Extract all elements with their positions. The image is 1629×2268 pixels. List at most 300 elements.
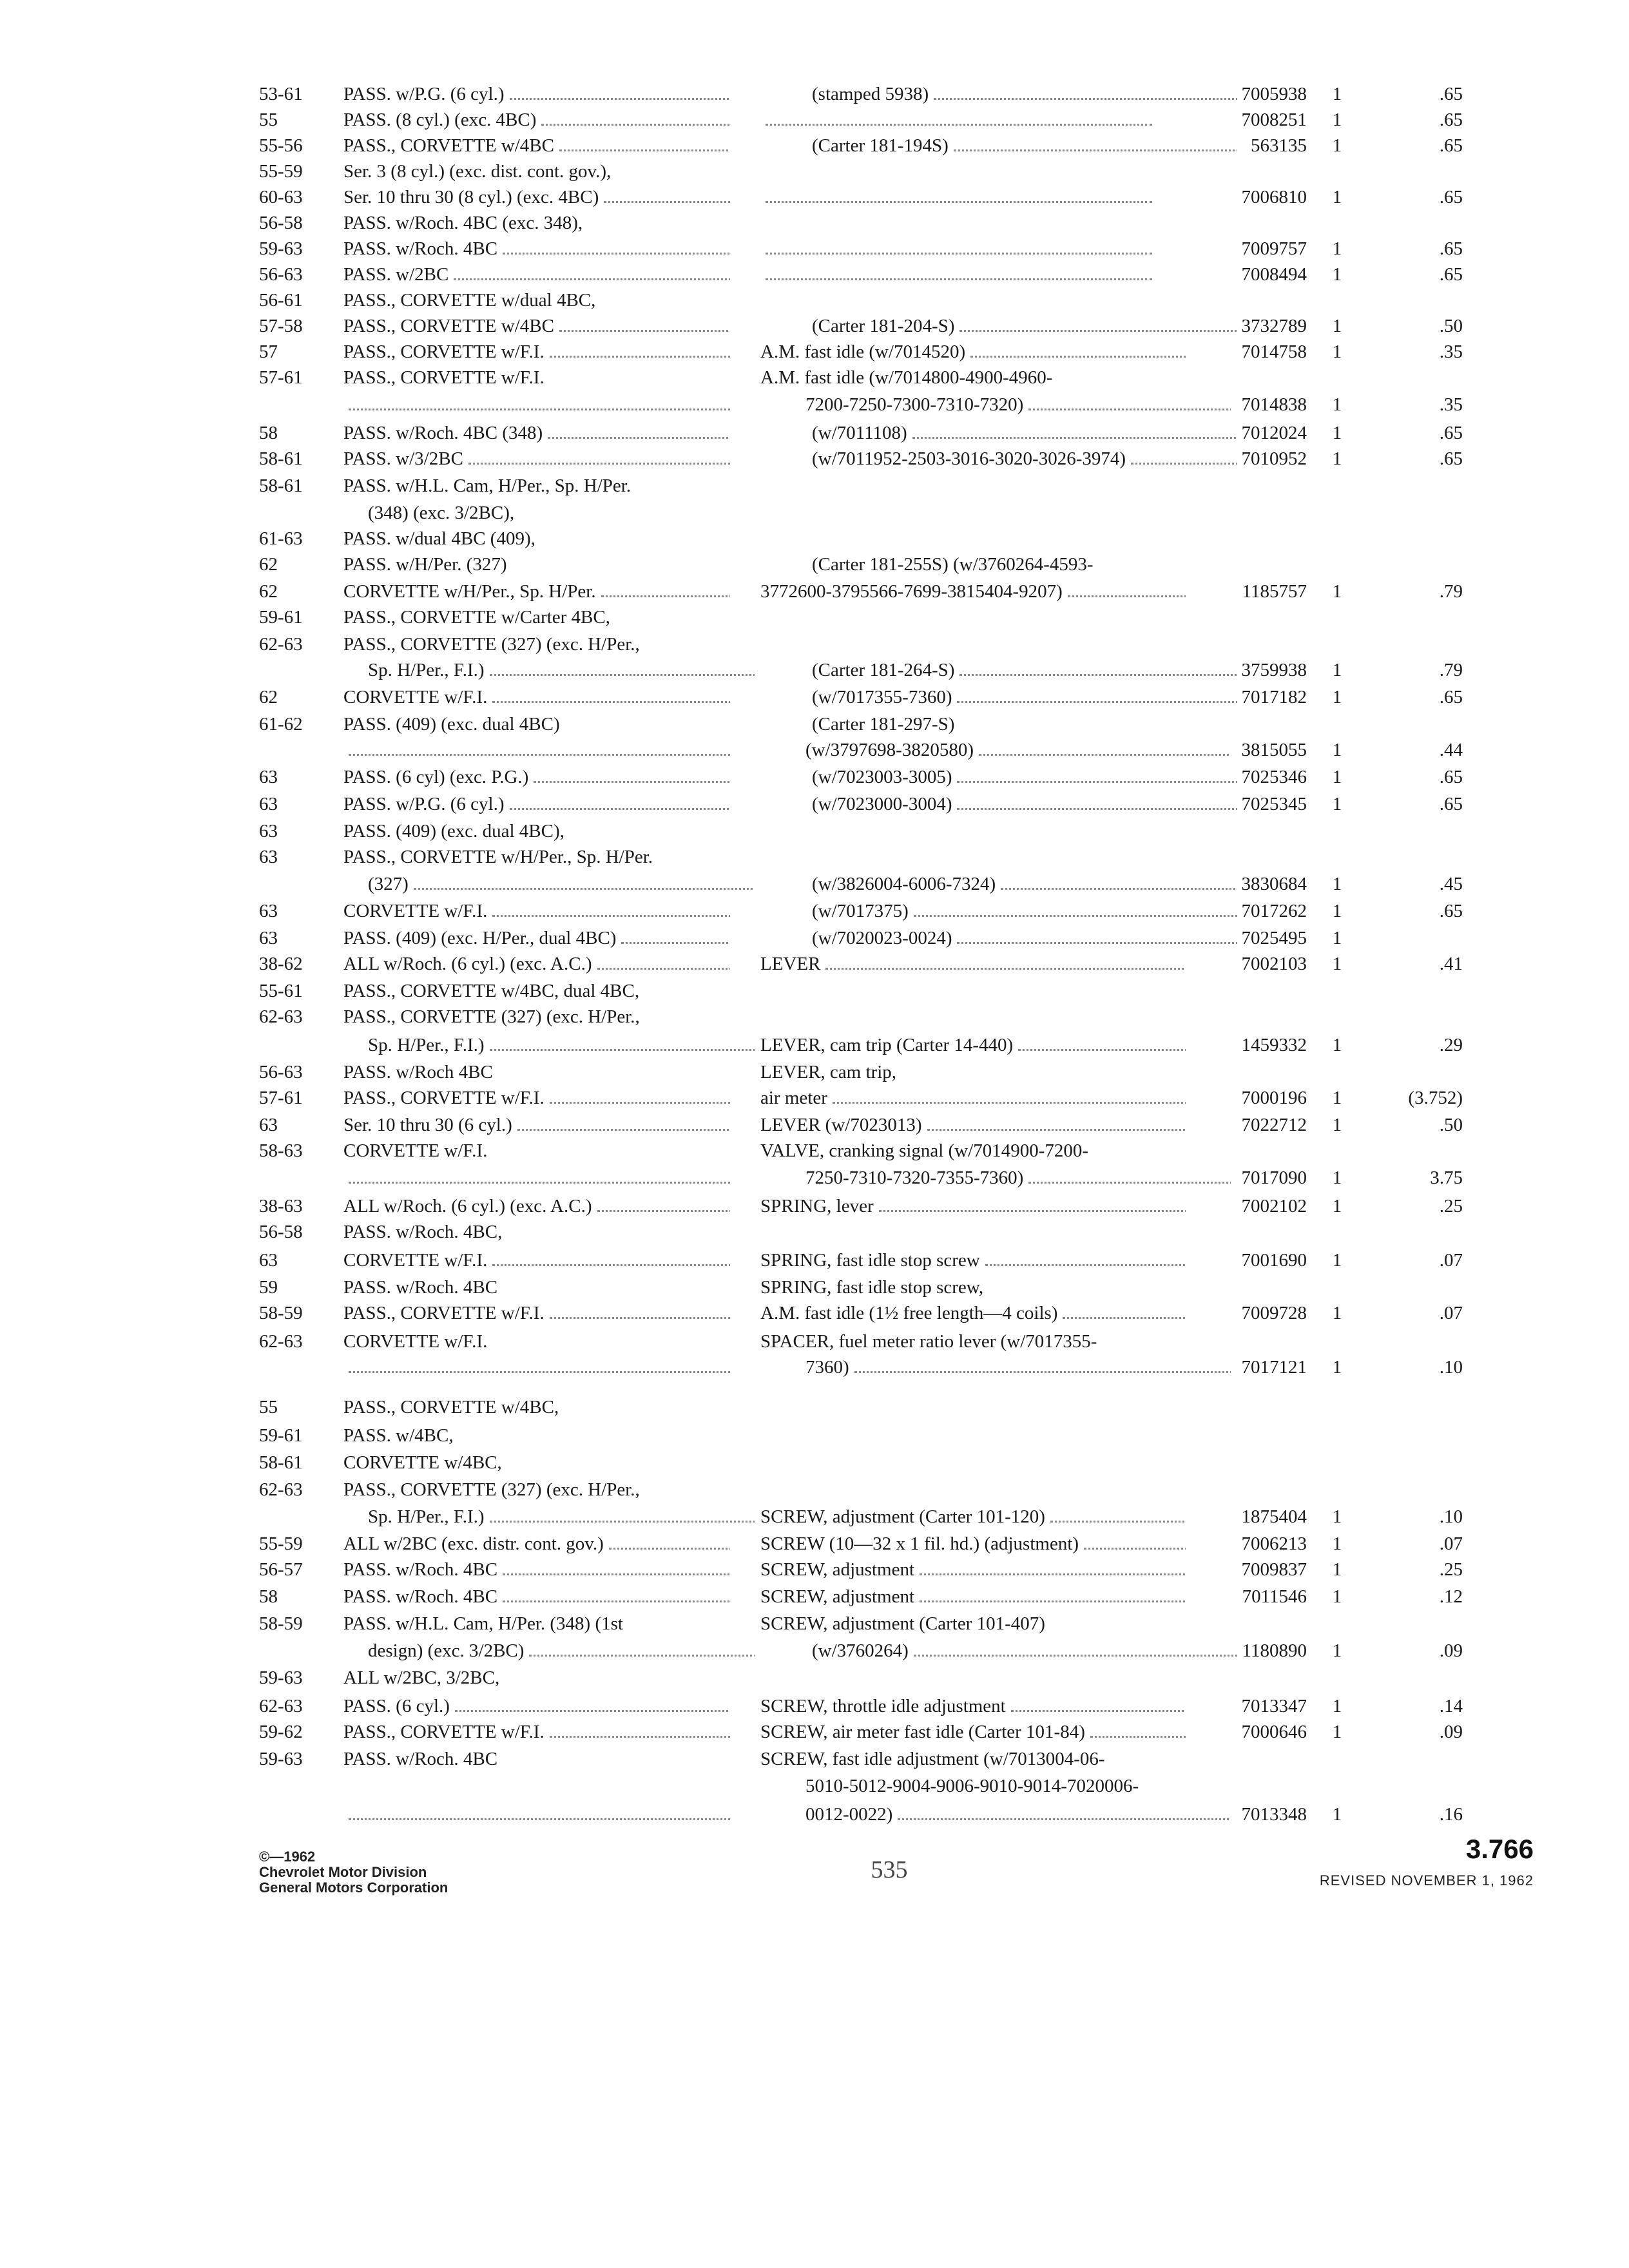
dot-leader bbox=[954, 147, 1237, 151]
application-cell: design) (exc. 3/2BC) bbox=[343, 1637, 755, 1664]
table-row bbox=[0, 1693, 1629, 1721]
application-cell: PASS. w/Roch. 4BC bbox=[343, 1749, 498, 1769]
table-row bbox=[0, 631, 1629, 659]
quantity-cell: 1 bbox=[1332, 1168, 1342, 1188]
dot-leader bbox=[621, 939, 730, 944]
dot-leader bbox=[349, 751, 730, 756]
part-number-cell: 7012024 bbox=[1241, 423, 1307, 443]
model-year-cell: 55 bbox=[259, 1397, 278, 1418]
model-year-cell: 59-61 bbox=[259, 607, 303, 628]
price-cell: .50 bbox=[1439, 1115, 1463, 1135]
part-number-cell: 7017090 bbox=[1241, 1168, 1307, 1188]
table-row bbox=[0, 977, 1629, 1006]
part-number-cell: 7013348 bbox=[1241, 1804, 1307, 1825]
table-row bbox=[0, 1354, 1629, 1382]
table-row bbox=[0, 818, 1629, 846]
quantity-cell: 1 bbox=[1332, 1586, 1342, 1607]
table-row bbox=[0, 1476, 1629, 1504]
dot-leader bbox=[1050, 1518, 1186, 1523]
dot-leader bbox=[959, 327, 1237, 332]
part-number-cell: 7011546 bbox=[1242, 1586, 1307, 1607]
price-cell: .12 bbox=[1439, 1586, 1463, 1607]
part-description-cell: SPRING, fast idle stop screw, bbox=[760, 1277, 984, 1298]
price-cell: .65 bbox=[1439, 110, 1463, 130]
part-description-cell: SCREW, air meter fast idle (Carter 101-84) bbox=[760, 1718, 1186, 1745]
part-description-cell: SCREW, adjustment bbox=[760, 1556, 1186, 1583]
part-number-cell: 1180890 bbox=[1242, 1640, 1307, 1661]
part-number-cell: 7000646 bbox=[1241, 1722, 1307, 1742]
part-description-cell: 7200-7250-7300-7310-7320) bbox=[760, 391, 1231, 418]
division-line: Chevrolet Motor Division bbox=[259, 1864, 427, 1880]
part-number-cell: 7010952 bbox=[1241, 448, 1307, 469]
model-year-cell: 57-61 bbox=[259, 367, 303, 388]
part-description-cell: (Carter 181-255S) (w/3760264-4593- bbox=[812, 554, 1094, 575]
application-cell: CORVETTE w/H/Per., Sp. H/Per. bbox=[343, 578, 730, 605]
price-cell: .65 bbox=[1439, 767, 1463, 787]
dot-leader bbox=[559, 327, 730, 332]
part-description-cell bbox=[760, 261, 1186, 288]
dot-leader bbox=[957, 939, 1237, 944]
dot-leader bbox=[959, 671, 1237, 676]
part-description-cell: SPRING, lever bbox=[760, 1193, 1186, 1220]
quantity-cell: 1 bbox=[1332, 1035, 1342, 1055]
model-year-cell: 61-63 bbox=[259, 528, 303, 549]
part-description-cell: SCREW, adjustment (Carter 101-407) bbox=[760, 1613, 1045, 1634]
dot-leader bbox=[490, 1046, 755, 1051]
application-cell: CORVETTE w/F.I. bbox=[343, 1247, 730, 1274]
part-number-cell: 7017182 bbox=[1241, 687, 1307, 707]
table-row bbox=[0, 791, 1629, 819]
part-description-cell: A.M. fast idle (w/7014520) bbox=[760, 338, 1186, 365]
price-cell: .09 bbox=[1439, 1640, 1463, 1661]
model-year-cell: 55-59 bbox=[259, 1533, 303, 1554]
dot-leader bbox=[957, 778, 1237, 783]
table-row bbox=[0, 764, 1629, 792]
dot-leader bbox=[490, 671, 755, 676]
model-year-cell: 55-59 bbox=[259, 161, 303, 182]
application-cell: PASS., CORVETTE w/4BC, dual 4BC, bbox=[343, 981, 640, 1001]
table-row bbox=[0, 1610, 1629, 1639]
model-year-cell: 38-62 bbox=[259, 954, 303, 974]
table-row bbox=[0, 235, 1629, 264]
part-number-cell: 3759938 bbox=[1241, 660, 1307, 680]
part-description-cell: (Carter 181-204-S) bbox=[760, 312, 1237, 340]
model-year-cell: 63 bbox=[259, 901, 278, 921]
table-row bbox=[0, 1164, 1629, 1193]
price-cell: .65 bbox=[1439, 448, 1463, 469]
quantity-cell: 1 bbox=[1332, 1559, 1342, 1580]
quantity-cell: 1 bbox=[1332, 264, 1342, 285]
dot-leader bbox=[957, 698, 1237, 703]
table-row bbox=[0, 312, 1629, 341]
model-year-cell: 58-59 bbox=[259, 1303, 303, 1323]
price-cell: .16 bbox=[1439, 1804, 1463, 1825]
dot-leader bbox=[541, 121, 730, 126]
model-year-cell: 58 bbox=[259, 1586, 278, 1607]
price-cell: .65 bbox=[1439, 264, 1463, 285]
quantity-cell: 1 bbox=[1332, 1804, 1342, 1825]
part-description-cell: VALVE, cranking signal (w/7014900-7200- bbox=[760, 1140, 1089, 1161]
dot-leader bbox=[854, 1369, 1231, 1373]
part-description-cell: SPACER, fuel meter ratio lever (w/7017355- bbox=[760, 1331, 1097, 1352]
dot-leader bbox=[979, 751, 1231, 756]
quantity-cell: 1 bbox=[1332, 423, 1342, 443]
table-row bbox=[0, 1218, 1629, 1247]
table-row bbox=[0, 1801, 1629, 1829]
dot-leader bbox=[970, 353, 1186, 358]
model-year-cell: 62-63 bbox=[259, 1696, 303, 1716]
table-row bbox=[0, 184, 1629, 212]
table-row bbox=[0, 551, 1629, 579]
dot-leader bbox=[510, 95, 730, 100]
part-description-cell: SCREW (10—32 x 1 fil. hd.) (adjustment) bbox=[760, 1530, 1186, 1557]
part-number-cell: 3732789 bbox=[1241, 316, 1307, 336]
part-description-cell bbox=[760, 184, 1186, 211]
table-row bbox=[0, 1300, 1629, 1328]
part-description-cell: SCREW, fast idle adjustment (w/7013004-06- bbox=[760, 1749, 1105, 1769]
model-year-cell: 57-61 bbox=[259, 1088, 303, 1108]
application-cell: CORVETTE w/F.I. bbox=[343, 1140, 488, 1161]
part-description-cell: LEVER bbox=[760, 950, 1186, 977]
model-year-cell: 56-61 bbox=[259, 290, 303, 311]
part-number-cell: 7001690 bbox=[1241, 1250, 1307, 1271]
dot-leader bbox=[825, 965, 1186, 970]
dot-leader bbox=[609, 1545, 730, 1550]
application-cell: PASS. (8 cyl.) (exc. 4BC) bbox=[343, 106, 730, 133]
table-row bbox=[0, 499, 1629, 528]
dot-leader bbox=[1018, 1046, 1186, 1051]
table-row bbox=[0, 1556, 1629, 1584]
model-year-cell: 58-61 bbox=[259, 448, 303, 469]
dot-leader bbox=[550, 353, 730, 358]
part-description-cell: (w/7017375) bbox=[760, 898, 1237, 925]
application-cell: PASS. w/Roch. 4BC bbox=[343, 235, 730, 262]
model-year-cell: 62-63 bbox=[259, 1479, 303, 1500]
table-row bbox=[0, 81, 1629, 109]
application-cell: ALL w/Roch. (6 cyl.) (exc. A.C.) bbox=[343, 950, 730, 977]
model-year-cell: 59-61 bbox=[259, 1425, 303, 1446]
dot-leader bbox=[492, 698, 730, 703]
part-number-cell: 7006810 bbox=[1241, 187, 1307, 207]
table-row bbox=[0, 445, 1629, 474]
model-year-cell: 63 bbox=[259, 928, 278, 948]
model-year-cell: 60-63 bbox=[259, 187, 303, 207]
application-cell: PASS. w/Roch. 4BC, bbox=[343, 1222, 503, 1242]
dot-leader bbox=[414, 885, 755, 890]
dot-leader bbox=[534, 778, 730, 783]
footer-publisher bbox=[259, 1849, 448, 1896]
model-year-cell: 59-62 bbox=[259, 1722, 303, 1742]
dot-leader bbox=[1084, 1545, 1186, 1550]
model-year-cell: 56-63 bbox=[259, 1062, 303, 1082]
quantity-cell: 1 bbox=[1332, 1722, 1342, 1742]
part-number-cell: 7014838 bbox=[1241, 394, 1307, 415]
price-cell: .65 bbox=[1439, 423, 1463, 443]
part-description-cell: (w/7017355-7360) bbox=[760, 684, 1237, 711]
dot-leader bbox=[492, 912, 730, 917]
application-cell: PASS. w/4BC, bbox=[343, 1425, 454, 1446]
price-cell: .65 bbox=[1439, 84, 1463, 104]
dot-leader bbox=[503, 1571, 730, 1575]
revision-date: REVISED NOVEMBER 1, 1962 bbox=[1319, 1872, 1534, 1888]
model-year-cell: 59-63 bbox=[259, 1667, 303, 1688]
dot-leader bbox=[517, 1126, 730, 1131]
quantity-cell: 1 bbox=[1332, 135, 1342, 156]
part-description-cell: LEVER, cam trip (Carter 14-440) bbox=[760, 1032, 1186, 1059]
application-cell: PASS. w/Roch. 4BC bbox=[343, 1277, 498, 1298]
dot-leader bbox=[454, 276, 730, 280]
quantity-cell: 1 bbox=[1332, 1696, 1342, 1716]
table-row bbox=[0, 1449, 1629, 1477]
model-year-cell: 57 bbox=[259, 341, 278, 362]
application-cell: PASS. (6 cyl.) bbox=[343, 1693, 730, 1720]
model-year-cell: 63 bbox=[259, 821, 278, 841]
copyright-line: ©—1962 bbox=[259, 1849, 316, 1865]
application-cell: Ser. 3 (8 cyl.) (exc. dist. cont. gov.), bbox=[343, 161, 612, 182]
application-cell: PASS. w/dual 4BC (409), bbox=[343, 528, 535, 549]
dot-leader bbox=[934, 95, 1237, 100]
application-cell bbox=[343, 736, 730, 764]
application-cell: Sp. H/Per., F.I.) bbox=[343, 657, 755, 684]
part-description-cell: (w/3797698-3820580) bbox=[760, 736, 1231, 764]
table-row bbox=[0, 870, 1629, 899]
dot-leader bbox=[529, 1652, 755, 1657]
table-row bbox=[0, 1032, 1629, 1060]
table-row bbox=[0, 1059, 1629, 1087]
price-cell: .65 bbox=[1439, 794, 1463, 814]
quantity-cell: 1 bbox=[1332, 238, 1342, 259]
model-year-cell: 63 bbox=[259, 847, 278, 867]
dot-leader bbox=[597, 965, 731, 970]
dot-leader bbox=[912, 434, 1237, 439]
dot-leader bbox=[1063, 1314, 1186, 1319]
price-cell: .45 bbox=[1439, 874, 1463, 894]
part-description-cell: (w/7020023-0024) bbox=[760, 925, 1237, 952]
quantity-cell: 1 bbox=[1332, 1115, 1342, 1135]
application-cell: Sp. H/Per., F.I.) bbox=[343, 1503, 755, 1530]
dot-leader bbox=[455, 1707, 730, 1712]
part-description-cell: 0012-0022) bbox=[760, 1801, 1231, 1828]
table-row bbox=[0, 1530, 1629, 1559]
part-description-cell: (stamped 5938) bbox=[760, 81, 1237, 108]
application-cell: PASS., CORVETTE (327) (exc. H/Per., bbox=[343, 1006, 640, 1027]
part-number-cell: 1185757 bbox=[1242, 581, 1307, 602]
application-cell: PASS. w/H/Per. (327) bbox=[343, 554, 507, 575]
application-cell: PASS., CORVETTE (327) (exc. H/Per., bbox=[343, 634, 640, 655]
dot-leader bbox=[550, 1099, 730, 1104]
dot-leader bbox=[490, 1518, 755, 1523]
table-row bbox=[0, 1664, 1629, 1693]
application-cell: PASS., CORVETTE w/Carter 4BC, bbox=[343, 607, 610, 628]
dot-leader bbox=[1011, 1707, 1186, 1712]
quantity-cell: 1 bbox=[1332, 341, 1342, 362]
application-cell bbox=[343, 391, 730, 418]
table-row bbox=[0, 925, 1629, 953]
part-number-cell: 7025345 bbox=[1241, 794, 1307, 814]
quantity-cell: 1 bbox=[1332, 740, 1342, 760]
dot-leader bbox=[349, 1179, 730, 1184]
table-row bbox=[0, 261, 1629, 289]
part-number-cell: 1459332 bbox=[1241, 1035, 1307, 1055]
table-row bbox=[0, 364, 1629, 392]
price-cell: .10 bbox=[1439, 1357, 1463, 1378]
application-cell: PASS. w/P.G. (6 cyl.) bbox=[343, 791, 730, 818]
dot-leader bbox=[492, 1262, 730, 1266]
dot-leader bbox=[833, 1099, 1186, 1104]
dot-leader bbox=[879, 1207, 1186, 1212]
part-number-cell: 7014758 bbox=[1241, 341, 1307, 362]
model-year-cell: 56-58 bbox=[259, 1222, 303, 1242]
model-year-cell: 62-63 bbox=[259, 1331, 303, 1352]
part-description-cell: SCREW, adjustment (Carter 101-120) bbox=[760, 1503, 1186, 1530]
quantity-cell: 1 bbox=[1332, 1196, 1342, 1216]
part-number-cell: 3815055 bbox=[1241, 740, 1307, 760]
dot-leader bbox=[559, 147, 730, 151]
application-cell: PASS., CORVETTE w/F.I. bbox=[343, 1718, 730, 1745]
quantity-cell: 1 bbox=[1332, 1250, 1342, 1271]
dot-leader bbox=[920, 1598, 1186, 1602]
application-cell: PASS. w/Roch. 4BC (exc. 348), bbox=[343, 213, 583, 233]
dot-leader bbox=[920, 1571, 1186, 1575]
part-description-cell: 7250-7310-7320-7355-7360) bbox=[760, 1164, 1231, 1191]
part-number-cell: 563135 bbox=[1251, 135, 1307, 156]
price-cell: (3.752) bbox=[1408, 1088, 1463, 1108]
application-cell: PASS. (409) (exc. dual 4BC) bbox=[343, 714, 560, 735]
model-year-cell: 62-63 bbox=[259, 634, 303, 655]
quantity-cell: 1 bbox=[1332, 687, 1342, 707]
application-cell: PASS. w/2BC bbox=[343, 261, 730, 288]
table-row bbox=[0, 391, 1629, 419]
application-cell: PASS., CORVETTE w/F.I. bbox=[343, 338, 730, 365]
price-cell: .65 bbox=[1439, 238, 1463, 259]
price-cell: .35 bbox=[1439, 341, 1463, 362]
model-year-cell: 58-61 bbox=[259, 1452, 303, 1473]
price-cell: .44 bbox=[1439, 740, 1463, 760]
price-cell: .79 bbox=[1439, 660, 1463, 680]
table-row bbox=[0, 287, 1629, 315]
part-description-cell bbox=[760, 235, 1186, 262]
part-description-cell: 7360) bbox=[760, 1354, 1231, 1381]
quantity-cell: 1 bbox=[1332, 767, 1342, 787]
page-number: 535 bbox=[871, 1856, 908, 1883]
dot-leader bbox=[914, 912, 1237, 917]
dot-leader bbox=[468, 460, 730, 465]
part-description-cell: SPRING, fast idle stop screw bbox=[760, 1247, 1186, 1274]
model-year-cell: 62 bbox=[259, 554, 278, 575]
quantity-cell: 1 bbox=[1332, 84, 1342, 104]
quantity-cell: 1 bbox=[1332, 110, 1342, 130]
part-description-cell: A.M. fast idle (1½ free length—4 coils) bbox=[760, 1300, 1186, 1327]
price-cell: .29 bbox=[1439, 1035, 1463, 1055]
quantity-cell: 1 bbox=[1332, 1303, 1342, 1323]
part-description-cell: (w/7023000-3004) bbox=[760, 791, 1237, 818]
table-row bbox=[0, 132, 1629, 160]
table-row bbox=[0, 604, 1629, 632]
application-cell: CORVETTE w/F.I. bbox=[343, 898, 730, 925]
quantity-cell: 1 bbox=[1332, 187, 1342, 207]
table-row bbox=[0, 209, 1629, 238]
price-cell: .07 bbox=[1439, 1303, 1463, 1323]
table-row bbox=[0, 1328, 1629, 1356]
part-description-cell: (w/7011952-2503-3016-3020-3026-3974) bbox=[760, 445, 1237, 472]
application-cell: PASS., CORVETTE w/dual 4BC, bbox=[343, 290, 596, 311]
part-number-cell: 3830684 bbox=[1241, 874, 1307, 894]
dot-leader bbox=[349, 406, 730, 410]
quantity-cell: 1 bbox=[1332, 874, 1342, 894]
application-cell: PASS. w/P.G. (6 cyl.) bbox=[343, 81, 730, 108]
part-number-cell: 7002103 bbox=[1241, 954, 1307, 974]
part-number-cell: 7006213 bbox=[1241, 1533, 1307, 1554]
dot-leader bbox=[766, 198, 1152, 203]
application-cell: PASS., CORVETTE w/F.I. bbox=[343, 1300, 730, 1327]
part-number-cell: 7022712 bbox=[1241, 1115, 1307, 1135]
dot-leader bbox=[597, 1207, 731, 1212]
dot-leader bbox=[957, 805, 1237, 810]
model-year-cell: 56-63 bbox=[259, 264, 303, 285]
part-description-cell: (w/7011108) bbox=[760, 419, 1237, 447]
model-year-cell: 59 bbox=[259, 1277, 278, 1298]
part-description-cell: air meter bbox=[760, 1084, 1186, 1111]
corporation-line: General Motors Corporation bbox=[259, 1879, 448, 1896]
model-year-cell: 63 bbox=[259, 794, 278, 814]
price-cell: .25 bbox=[1439, 1559, 1463, 1580]
model-year-cell: 58 bbox=[259, 423, 278, 443]
price-cell: .65 bbox=[1439, 135, 1463, 156]
table-row bbox=[0, 1718, 1629, 1747]
part-number-cell: 7017121 bbox=[1241, 1357, 1307, 1378]
quantity-cell: 1 bbox=[1332, 448, 1342, 469]
quantity-cell: 1 bbox=[1332, 1088, 1342, 1108]
quantity-cell: 1 bbox=[1332, 794, 1342, 814]
model-year-cell: 56-58 bbox=[259, 213, 303, 233]
table-row bbox=[0, 898, 1629, 926]
application-cell: PASS., CORVETTE w/F.I. bbox=[343, 367, 545, 388]
model-year-cell: 63 bbox=[259, 1115, 278, 1135]
part-description-cell: SCREW, adjustment bbox=[760, 1583, 1186, 1610]
table-row bbox=[0, 419, 1629, 448]
part-description-cell: (Carter 181-264-S) bbox=[760, 657, 1237, 684]
table-row bbox=[0, 736, 1629, 765]
application-cell: PASS. w/Roch. 4BC bbox=[343, 1583, 730, 1610]
price-cell: .25 bbox=[1439, 1196, 1463, 1216]
model-year-cell: 62-63 bbox=[259, 1006, 303, 1027]
application-cell: PASS., CORVETTE w/4BC bbox=[343, 132, 730, 159]
part-description-cell bbox=[760, 106, 1186, 133]
dot-leader bbox=[601, 593, 730, 597]
application-cell: PASS. w/H.L. Cam, H/Per., Sp. H/Per. bbox=[343, 476, 631, 496]
application-cell: PASS., CORVETTE w/4BC, bbox=[343, 1397, 559, 1418]
table-row bbox=[0, 1503, 1629, 1532]
dot-leader bbox=[766, 250, 1152, 255]
dot-leader bbox=[766, 121, 1152, 126]
quantity-cell: 1 bbox=[1332, 1506, 1342, 1527]
dot-leader bbox=[985, 1262, 1186, 1266]
dot-leader bbox=[927, 1126, 1186, 1131]
part-number-cell: 7017262 bbox=[1241, 901, 1307, 921]
application-cell: (327) bbox=[343, 870, 755, 898]
dot-leader bbox=[1068, 593, 1186, 597]
application-cell: PASS. w/Roch. 4BC bbox=[343, 1556, 730, 1583]
table-row bbox=[0, 1193, 1629, 1221]
part-number-cell: 1875404 bbox=[1241, 1506, 1307, 1527]
table-row bbox=[0, 1394, 1629, 1422]
application-cell: CORVETTE w/4BC, bbox=[343, 1452, 502, 1473]
model-year-cell: 62 bbox=[259, 687, 278, 707]
part-description-cell: (w/3826004-6006-7324) bbox=[760, 870, 1237, 898]
model-year-cell: 55 bbox=[259, 110, 278, 130]
application-cell: CORVETTE w/F.I. bbox=[343, 684, 730, 711]
table-row bbox=[0, 950, 1629, 979]
